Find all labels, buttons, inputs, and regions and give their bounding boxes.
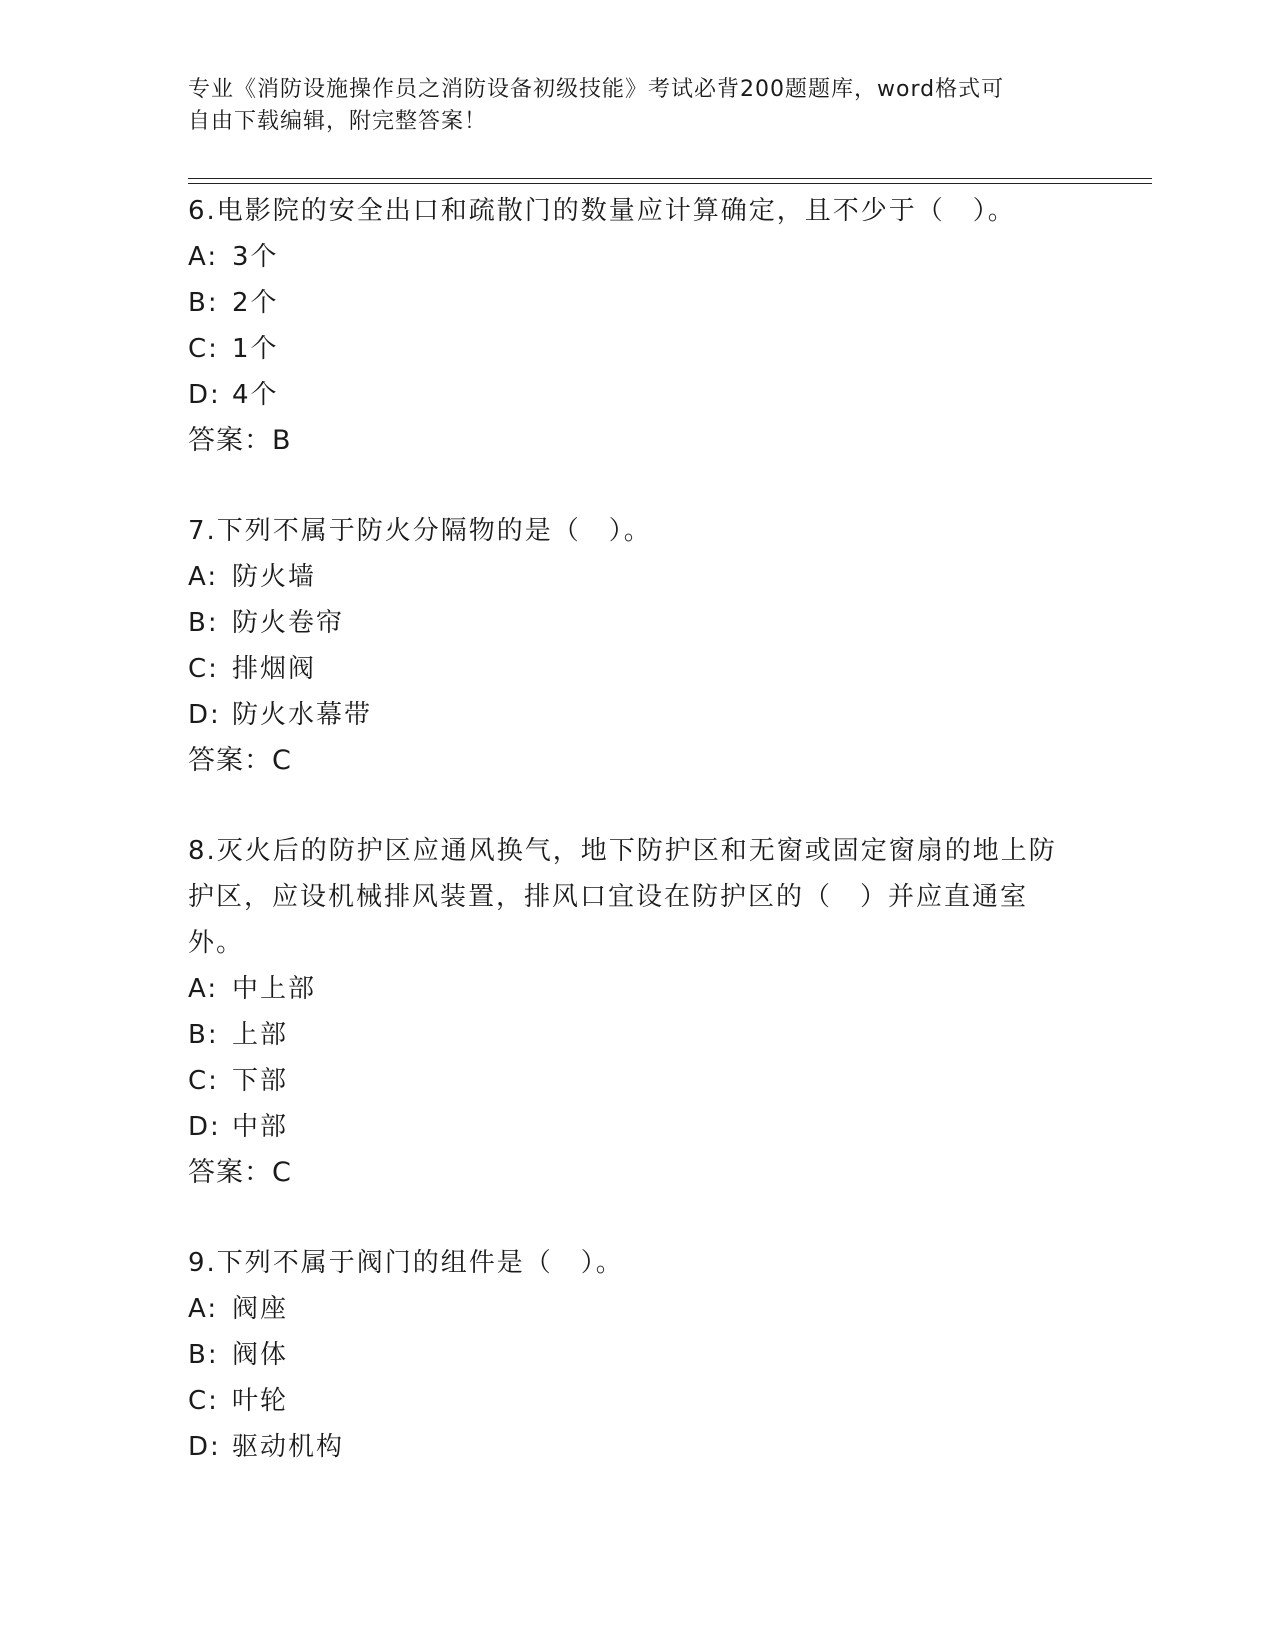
question-stem: 6.电影院的安全出口和疏散门的数量应计算确定，且不少于（ ）。 — [188, 196, 1016, 226]
question-6 — [188, 188, 1068, 464]
option-d — [188, 372, 1068, 418]
option-c — [188, 326, 1068, 372]
option-a — [188, 966, 1068, 1012]
option-a — [188, 1286, 1068, 1332]
option-letter: B: — [188, 608, 219, 638]
option-d — [188, 692, 1068, 738]
option-text: 4个 — [232, 380, 279, 410]
answer-label: 答案：C — [188, 1157, 292, 1188]
option-text: 防火卷帘 — [232, 608, 345, 638]
option-b — [188, 600, 1068, 646]
option-d — [188, 1424, 1068, 1470]
option-text: 1个 — [232, 334, 279, 364]
option-b — [188, 1332, 1068, 1378]
header-divider-bottom — [188, 183, 1152, 184]
question-stem: 7.下列不属于防火分隔物的是（ ）。 — [188, 516, 652, 546]
option-letter: A: — [188, 562, 219, 592]
option-letter: A: — [188, 974, 219, 1004]
option-letter: C: — [188, 654, 219, 684]
option-c — [188, 1378, 1068, 1424]
option-text: 上部 — [232, 1020, 289, 1050]
question-9 — [188, 1240, 1068, 1470]
option-letter: D: — [188, 700, 221, 730]
option-c — [188, 646, 1068, 692]
option-text: 3个 — [232, 242, 279, 272]
option-letter: D: — [188, 1432, 221, 1462]
option-text: 中上部 — [232, 974, 317, 1004]
option-b — [188, 280, 1068, 326]
option-letter: C: — [188, 1066, 219, 1096]
header-divider-top — [188, 178, 1152, 179]
header-line-1: 专业《消防设施操作员之消防设备初级技能》考试必背200题题库，word格式可 — [188, 77, 1005, 102]
option-letter: D: — [188, 1112, 221, 1142]
option-text: 阀体 — [232, 1340, 289, 1370]
option-text: 叶轮 — [232, 1386, 289, 1416]
option-letter: A: — [188, 242, 219, 272]
document-header — [188, 74, 1068, 138]
option-letter: A: — [188, 1294, 219, 1324]
option-text: 2个 — [232, 288, 279, 318]
option-letter: C: — [188, 1386, 219, 1416]
option-letter: B: — [188, 1340, 219, 1370]
question-stem: 9.下列不属于阀门的组件是（ ）。 — [188, 1248, 624, 1278]
option-letter: C: — [188, 334, 219, 364]
option-letter: D: — [188, 380, 221, 410]
option-text: 防火墙 — [232, 562, 317, 592]
option-a — [188, 234, 1068, 280]
option-letter: B: — [188, 288, 219, 318]
option-a — [188, 554, 1068, 600]
question-7 — [188, 508, 1068, 784]
option-c — [188, 1058, 1068, 1104]
answer-label: 答案：B — [188, 425, 292, 456]
question-8 — [188, 828, 1068, 1196]
option-text: 防火水幕带 — [232, 700, 373, 730]
option-text: 排烟阀 — [232, 654, 317, 684]
option-text: 下部 — [232, 1066, 289, 1096]
option-text: 驱动机构 — [232, 1432, 345, 1462]
option-d — [188, 1104, 1068, 1150]
question-stem: 8.灭火后的防护区应通风换气，地下防护区和无窗或固定窗扇的地上防护区，应设机械排风装置，排风口宜设在防护区的（ ）并应直通室外。 — [188, 836, 1057, 958]
answer-label: 答案：C — [188, 745, 292, 776]
option-b — [188, 1012, 1068, 1058]
option-letter: B: — [188, 1020, 219, 1050]
option-text: 阀座 — [232, 1294, 289, 1324]
header-line-2: 自由下载编辑，附完整答案！ — [188, 109, 488, 134]
option-text: 中部 — [232, 1112, 289, 1142]
